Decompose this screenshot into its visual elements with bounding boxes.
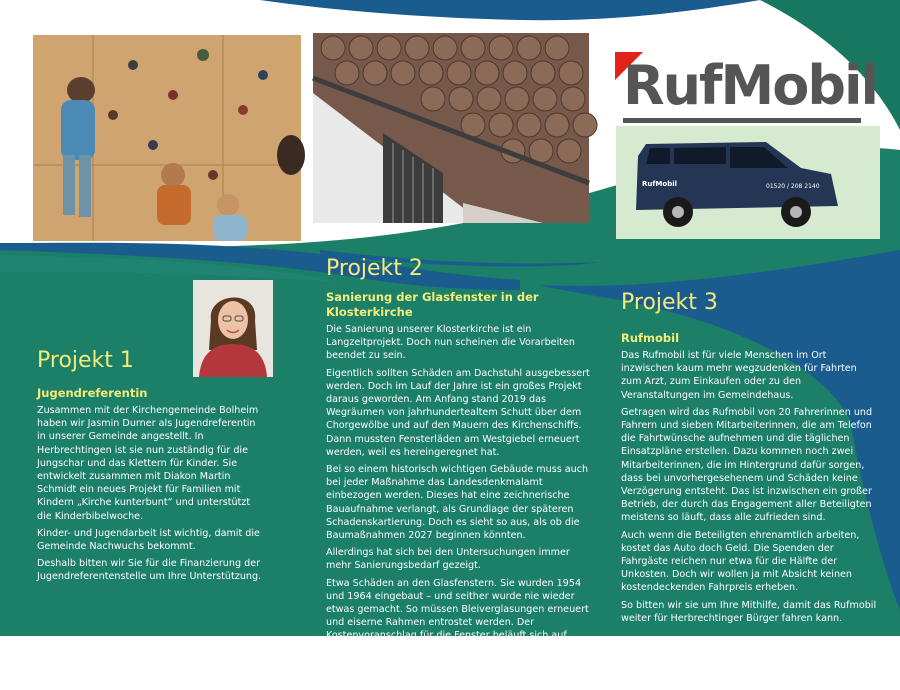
project-2-paragraph: Etwa Schäden an den Glasfenstern. Sie wurden 1954 und 1964 eingebaut – und seither wurde nie wieder etwas gemacht. So müssen Bleiverglasungen erneuert und eiserne Rahmen entrostet werden. Der Kostenvoranschlag für die Fenster beläuft sich auf 19.544,00 €. xyxy=(326,577,589,655)
rufmobil-logo xyxy=(615,52,878,128)
van-brand: RufMobil xyxy=(642,180,678,188)
project-2-paragraph: Bei so einem historisch wichtigen Gebäude muss auch bei jeder Maßnahme das Landesdenkmalamt einbezogen werden. Dieses hat eine zeichnerische Bauaufnahme verlangt, als Grundlage der späteren Schadenskartierung. Doch es sieht so aus, als ob die Baumaßnahmen 2027 beginnen könnten. xyxy=(326,464,589,542)
project-3-paragraph: Auch wenn die Beteiligten ehrenamtlich arbeiten, kostet das Auto doch Geld. Die Spenden der Fahrgäste reichen nur etwa für die Hälfte der Unkosten. Doch wir wollen ja mit Absicht keinen kostendeckenden Fahrpreis erheben. xyxy=(621,529,860,594)
project-3-heading: Projekt 3 xyxy=(621,290,718,315)
project-3-subtitle: Rufmobil xyxy=(621,331,680,345)
project-2-paragraph: Für diese Maßnahme bitten wir heute um Ihre Unterstützung. xyxy=(326,660,546,686)
project-1-paragraph: Kinder- und Jugendarbeit ist wichtig, damit die Gemeinde Nachwuchs bekommt. xyxy=(37,527,260,553)
project-2-paragraph: Allerdings hat sich bei den Untersuchungen immer mehr Sanierungsbedarf gezeigt. xyxy=(326,547,570,572)
project-3-text xyxy=(621,331,877,629)
project-2-heading: Projekt 2 xyxy=(326,256,423,281)
logo-wordmark: RufMobil xyxy=(623,54,878,117)
project-3-paragraph: Das Rufmobil ist für viele Menschen im Ort inzwischen kaum mehr wegzudenken für Fahrten zum Arzt, zum Einkaufen oder zu den Veranstaltungen im Gemeindehaus. xyxy=(621,350,857,401)
project-1-paragraph: Zusammen mit der Kirchengemeinde Bolheim haben wir Jasmin Durner als Jugendreferentin in unserer Gemeinde angestellt. In Herbrechtingen ist sie nun zuständig für die Jungschar und das Klettern für Kinder. Sie entwickelt zusammen mit Diakon Martin Schmidt ein neues Projekt für Familien mit Kindern „Kirche kunterbunt“ und unterstützt die Kinderbibelwoche. xyxy=(37,405,259,522)
project-1-text xyxy=(37,386,267,588)
project-2-subtitle: Sanierung der Glasfenster in der Klosterkirche xyxy=(326,290,539,319)
project-2-text xyxy=(326,290,592,690)
project-2-paragraph: Eigentlich sollten Schäden am Dachstuhl ausgebessert werden. Doch im Lauf der Jahre ist ein großes Projekt daraus geworden. Am Anfang stand 2019 das Wegräumen von jahrhundertealtem Schutt über dem Chorgewölbe und auf den Mauern des Kirchenschiffs. Dann mussten Fensterläden am Westgiebel erneuert werden, weil es hereingeregnet hat. xyxy=(326,367,590,458)
jugendreferentin-portrait xyxy=(193,280,273,377)
van-phone: 01520 / 208 2140 xyxy=(766,183,820,190)
project-3-paragraph: Getragen wird das Rufmobil von 20 Fahrerinnen und Fahrern und sieben Mitarbeiterinnen, die am Telefon die Fahrtwünsche aufnehmen und die täglichen Einsatzpläne erstellen. Dazu kommen noch zwei Mitarbeiterinnen, die im Hintergrund dafür sorgen, dass bei unvorhergesehenem und Schäden keine Verzögerung entsteht. Das ist inzwischen ein großer Betrieb, der durch das Engagement aller Beteiligten meistens so läuft, dass alle zufrieden sind. xyxy=(621,406,873,524)
project-1-subtitle: Jugendreferentin xyxy=(37,386,148,400)
project-1-paragraph: Deshalb bitten wir Sie für die Finanzierung der Jugendreferentenstelle um Ihre Unterstützung. xyxy=(37,558,262,583)
church-roof-photo xyxy=(313,33,589,223)
project-2-paragraph: Die Sanierung unserer Klosterkirche ist ein Langzeitprojekt. Doch nun scheinen die Vorarbeiten beendet zu sein. xyxy=(326,324,575,362)
project-1-heading: Projekt 1 xyxy=(37,348,134,373)
rufmobil-van-photo xyxy=(616,126,880,239)
project-3-paragraph: So bitten wir sie um Ihre Mithilfe, damit das Rufmobil weiter für Herbrechtinger Bürger fahren kann. xyxy=(621,599,877,624)
climbing-wall-photo xyxy=(33,35,301,241)
logo-underline xyxy=(623,118,861,123)
